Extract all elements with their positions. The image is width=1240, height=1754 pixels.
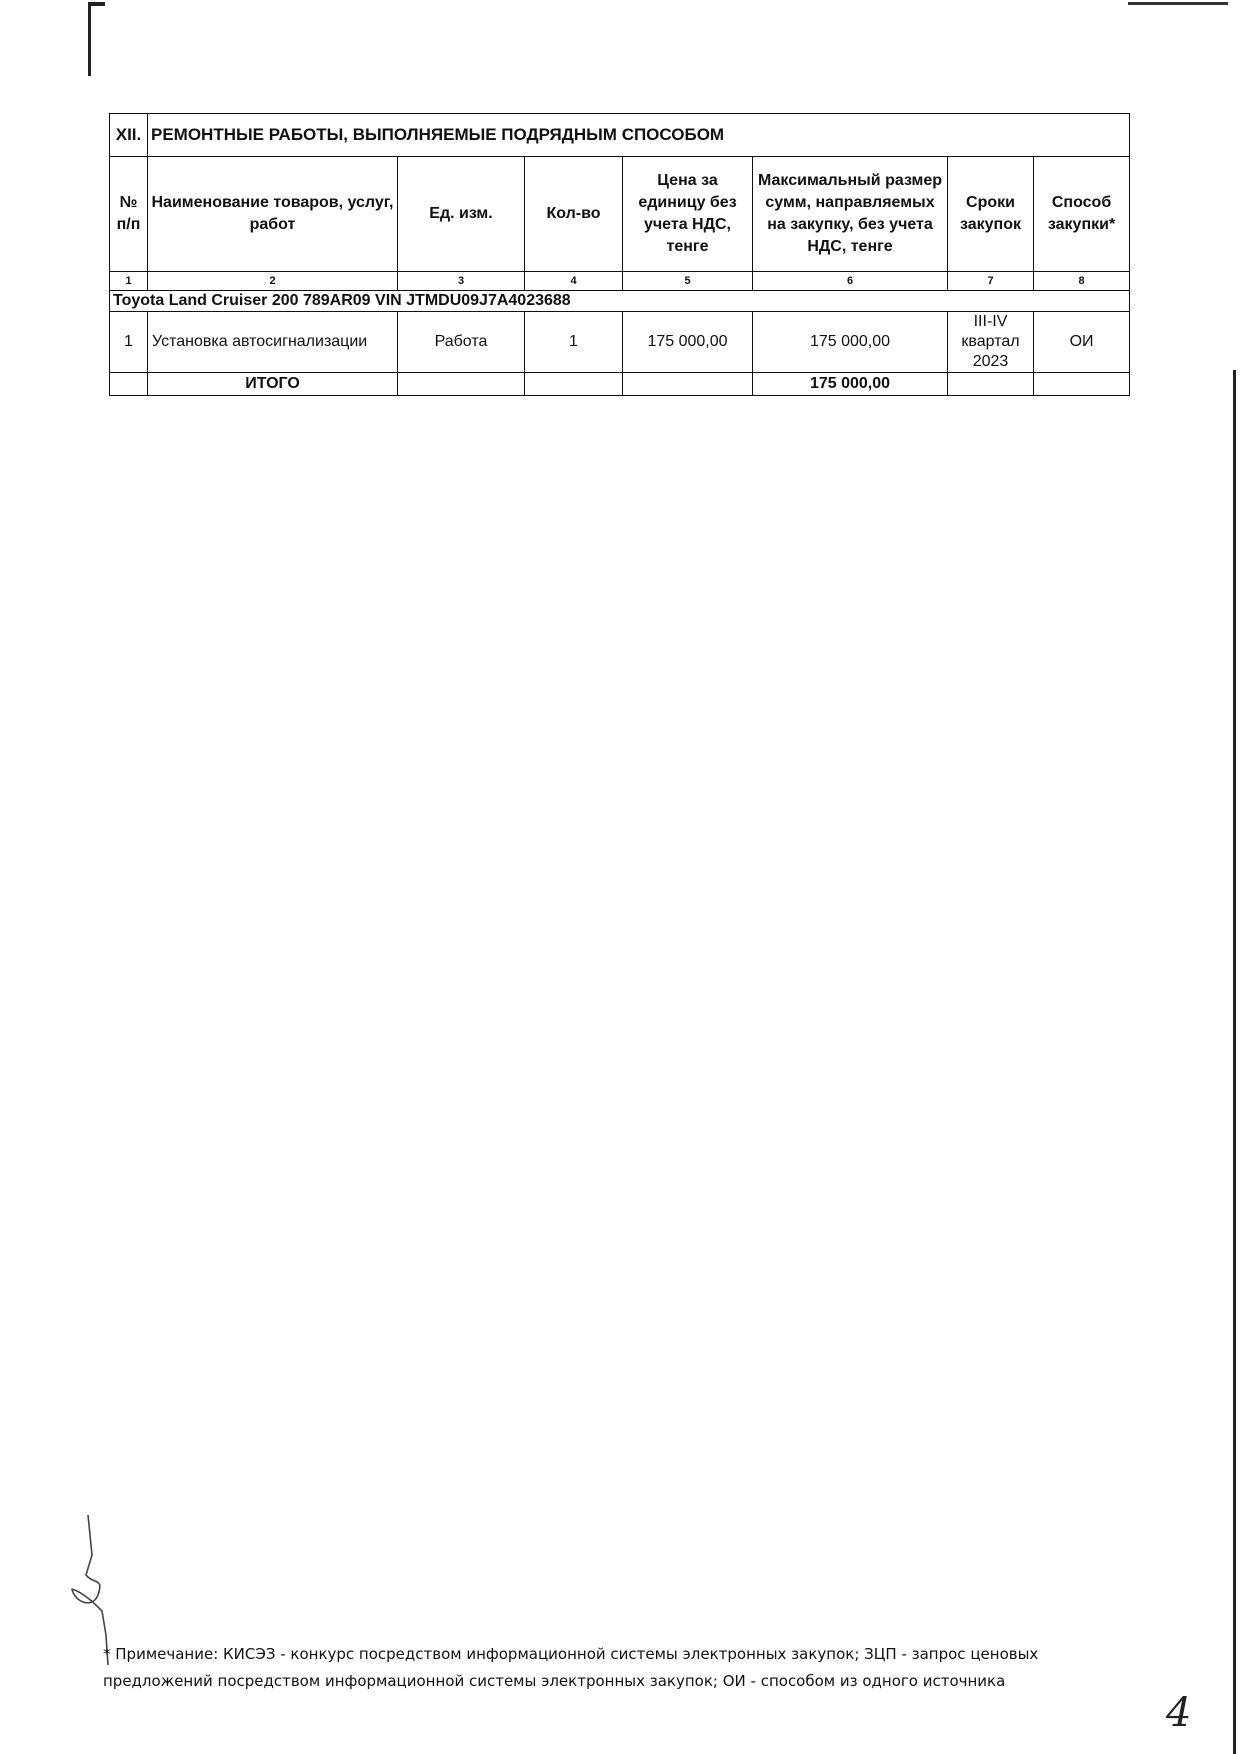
total-label: ИТОГО: [148, 373, 398, 396]
header-name: Наименование товаров, услуг, работ: [148, 157, 398, 272]
row-period: III-IV квартал 2023: [948, 312, 1034, 373]
row-max-amount: 175 000,00: [753, 312, 948, 373]
column-header-row: [110, 157, 1130, 272]
row-unit: Работа: [398, 312, 525, 373]
column-number: 1: [110, 272, 148, 291]
footnote: [103, 1641, 1143, 1695]
repair-works-table: [109, 113, 1130, 396]
total-empty-cell: [948, 373, 1034, 396]
row-number: 1: [110, 312, 148, 373]
scan-edge-mark-top-right: [1128, 2, 1228, 5]
footnote-line: предложений посредством информационной системы электронных закупок; ОИ - способом из одного источника: [103, 1672, 1006, 1690]
row-name: Установка автосигнализации: [148, 312, 398, 373]
table-row: [110, 312, 1130, 373]
section-header-row: [110, 114, 1130, 157]
column-number: 7: [948, 272, 1034, 291]
column-number: 8: [1034, 272, 1130, 291]
total-empty-cell: [398, 373, 525, 396]
row-unit-price: 175 000,00: [623, 312, 753, 373]
column-number: 3: [398, 272, 525, 291]
section-title: РЕМОНТНЫЕ РАБОТЫ, ВЫПОЛНЯЕМЫЕ ПОДРЯДНЫМ СПОСОБОМ: [148, 114, 1130, 157]
scan-edge-mark-top-left: [88, 2, 105, 76]
column-number: 4: [525, 272, 623, 291]
total-empty-cell: [623, 373, 753, 396]
column-number-row: [110, 272, 1130, 291]
footnote-line: * Примечание: КИСЭЗ - конкурс посредством информационной системы электронных закупок; ЗЦП - запрос ценовых: [103, 1645, 1039, 1663]
header-quantity: Кол-во: [525, 157, 623, 272]
header-unit-price: Цена за единицу без учета НДС, тенге: [623, 157, 753, 272]
header-method: Способ закупки*: [1034, 157, 1130, 272]
header-number: № п/п: [110, 157, 148, 272]
row-quantity: 1: [525, 312, 623, 373]
group-row: [110, 291, 1130, 312]
total-empty-cell: [1034, 373, 1130, 396]
header-period: Сроки закупок: [948, 157, 1034, 272]
repair-works-table-container: [109, 113, 1129, 396]
column-number: 5: [623, 272, 753, 291]
section-number: XII.: [110, 114, 148, 157]
header-unit: Ед. изм.: [398, 157, 525, 272]
total-empty-cell: [525, 373, 623, 396]
total-empty-cell: [110, 373, 148, 396]
header-max-amount: Максимальный размер сумм, направляемых на закупку, без учета НДС, тенге: [753, 157, 948, 272]
total-max-amount: 175 000,00: [753, 373, 948, 396]
column-number: 2: [148, 272, 398, 291]
total-row: [110, 373, 1130, 396]
vehicle-group-title: Toyota Land Cruiser 200 789AR09 VIN JTMDU09J7A4023688: [110, 291, 1130, 312]
scan-edge-mark-right: [1233, 370, 1236, 1754]
row-method: ОИ: [1034, 312, 1130, 373]
column-number: 6: [753, 272, 948, 291]
page-number: 4: [1166, 1690, 1192, 1736]
